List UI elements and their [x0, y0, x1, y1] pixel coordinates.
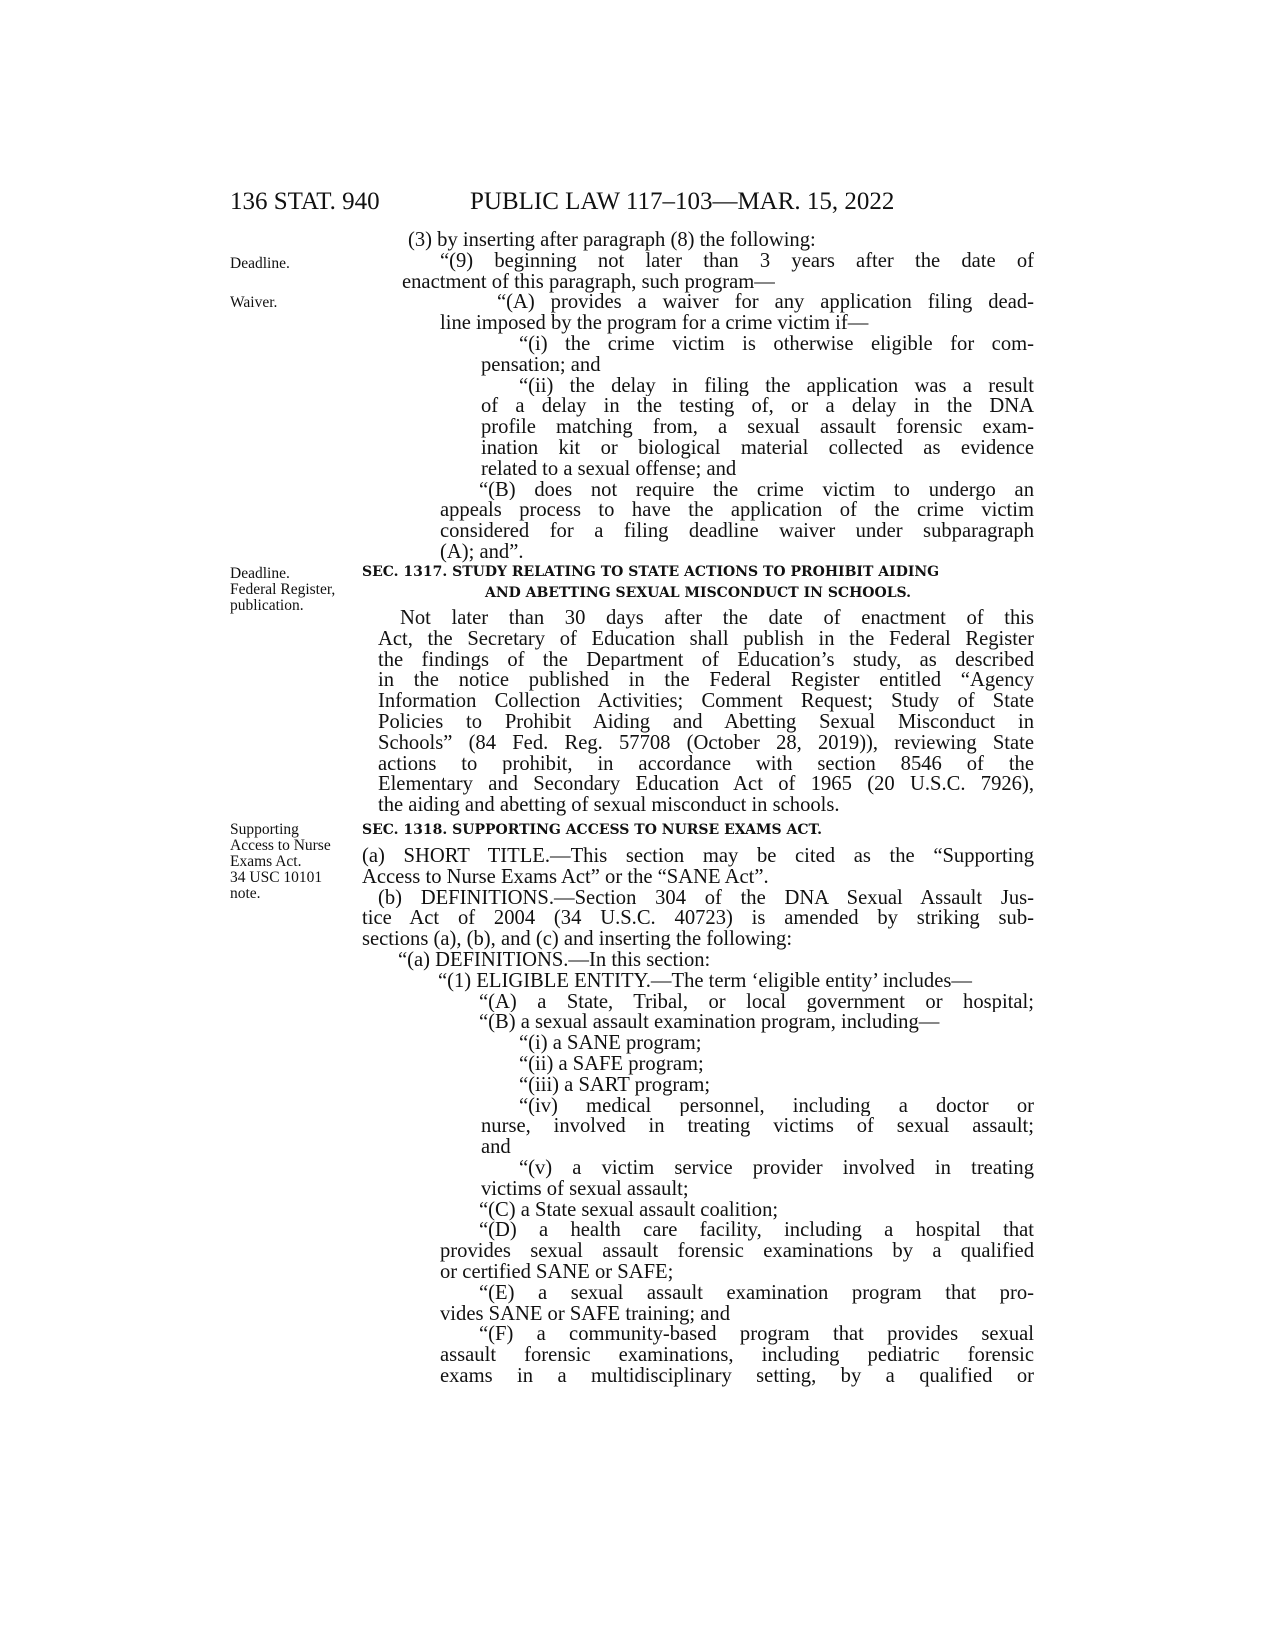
- text-line: Information Collection Activities; Comment Request; Study of State: [378, 691, 1034, 712]
- text-line: the findings of the Department of Education’s study, as described: [378, 649, 1034, 671]
- margin-note-line: note.: [230, 885, 261, 902]
- text-line: “(1) ELIGIBLE ENTITY.—The term ‘eligible entity’ includes—: [438, 969, 972, 992]
- section-heading-line: AND ABETTING SEXUAL MISCONDUCT IN SCHOOLS.: [484, 584, 912, 601]
- page-law-header: PUBLIC LAW 117–103—MAR. 15, 2022: [470, 188, 895, 215]
- section-heading-line: SEC. 1318. SUPPORTING ACCESS TO NURSE EXAMS ACT.: [362, 822, 822, 838]
- margin-note-sane-act: [230, 822, 370, 902]
- text-line: “(i) a SANE program;: [519, 1032, 702, 1055]
- text-line: in the notice published in the Federal Register entitled “Agency: [378, 670, 1034, 692]
- text-line: the aiding and abetting of sexual misconduct in schools.: [378, 794, 840, 817]
- text-line: “(v) a victim service provider involved in treating: [519, 1157, 1034, 1179]
- text-line: provides sexual assault forensic examinations by a qualified: [440, 1241, 1034, 1262]
- text-line: “(F) a community-based program that provides sexual: [479, 1324, 1034, 1346]
- text-line: Schools” (84 Fed. Reg. 57708 (October 28, 2019)), reviewing State: [378, 732, 1034, 754]
- text-line: “(ii) a SAFE program;: [519, 1052, 704, 1075]
- margin-note-deadline: Deadline.: [230, 255, 290, 272]
- text-line: (b) DEFINITIONS.—Section 304 of the DNA Sexual Assault Jus-: [378, 887, 1034, 909]
- text-line: line imposed by the program for a crime victim if—: [440, 312, 869, 335]
- text-line: “(ii) the delay in filing the application was a result: [519, 375, 1034, 397]
- text-line: “(A) a State, Tribal, or local government or hospital;: [479, 991, 1034, 1013]
- amendment-paragraph-9: [378, 230, 1034, 563]
- text-line: actions to prohibit, in accordance with section 8546 of the: [378, 753, 1034, 775]
- text-line: Elementary and Secondary Education Act of 1965 (20 U.S.C. 7926),: [378, 774, 1034, 796]
- text-line: Act, the Secretary of Education shall publish in the Federal Register: [378, 628, 1034, 650]
- text-line: victims of sexual assault;: [481, 1177, 689, 1200]
- text-line: Policies to Prohibit Aiding and Abetting Sexual Misconduct in: [378, 711, 1034, 733]
- margin-note-line: Access to Nurse: [230, 837, 331, 854]
- section-1318-body: [362, 846, 1034, 1387]
- margin-note-deadline-2: [230, 566, 370, 614]
- text-line: (A); and”.: [440, 540, 524, 563]
- section-heading-line: SEC. 1317. STUDY RELATING TO STATE ACTIONS TO PROHIBIT AIDING: [362, 564, 940, 580]
- text-line: or certified SANE or SAFE;: [440, 1260, 674, 1283]
- text-line: “(D) a health care facility, including a hospital that: [479, 1220, 1034, 1242]
- text-line: ination kit or biological material collected as evidence: [481, 437, 1034, 459]
- text-line: enactment of this paragraph, such program—: [402, 270, 775, 293]
- margin-note-line: 34 USC 10101: [230, 869, 323, 886]
- text-line: pensation; and: [481, 353, 601, 376]
- text-line: vides SANE or SAFE training; and: [440, 1302, 731, 1325]
- text-line: “(iv) medical personnel, including a doctor or: [519, 1095, 1034, 1117]
- text-line: of a delay in the testing of, or a delay in the DNA: [481, 396, 1034, 418]
- text-line: Access to Nurse Exams Act” or the “SANE Act”.: [362, 865, 769, 888]
- text-line: “(B) a sexual assault examination program, including—: [479, 1011, 940, 1034]
- text-line: (3) by inserting after paragraph (8) the following:: [408, 229, 816, 251]
- text-line: “(9) beginning not later than 3 years after the date of: [440, 250, 1034, 272]
- text-line: considered for a filing deadline waiver under subparagraph: [440, 521, 1034, 542]
- text-line: exams in a multidisciplinary setting, by a qualified or: [440, 1365, 1034, 1387]
- margin-note-line: Supporting: [230, 821, 299, 838]
- text-line: sections (a), (b), and (c) and inserting the following:: [362, 928, 793, 951]
- text-line: “(C) a State sexual assault coalition;: [479, 1198, 779, 1221]
- text-line: “(E) a sexual assault examination program that pro-: [479, 1282, 1034, 1304]
- margin-note-line: Exams Act.: [230, 853, 302, 870]
- text-line: “(a) DEFINITIONS.—In this section:: [398, 948, 711, 971]
- section-1317-body: [378, 608, 1034, 816]
- margin-note-waiver: Waiver.: [230, 294, 278, 311]
- text-line: (a) SHORT TITLE.—This section may be cited as the “Supporting: [362, 846, 1034, 867]
- margin-note-line: Deadline.: [230, 565, 290, 582]
- section-1317-heading: [362, 562, 1034, 604]
- text-line: and: [481, 1136, 511, 1159]
- text-line: “(i) the crime victim is otherwise eligible for com-: [519, 333, 1034, 355]
- text-line: assault forensic examinations, including pediatric forensic: [440, 1345, 1034, 1366]
- page-stat-number: 136 STAT. 940: [230, 188, 380, 215]
- text-line: “(A) provides a waiver for any application filing dead-: [497, 292, 1034, 314]
- text-line: “(iii) a SART program;: [519, 1073, 711, 1096]
- text-line: profile matching from, a sexual assault forensic exam-: [481, 417, 1034, 438]
- text-line: Not later than 30 days after the date of enactment of this: [400, 608, 1034, 629]
- margin-note-line: publication.: [230, 597, 304, 614]
- text-line: related to a sexual offense; and: [481, 457, 737, 480]
- text-line: tice Act of 2004 (34 U.S.C. 40723) is amended by striking sub-: [362, 908, 1034, 930]
- section-1318-heading: [362, 820, 1034, 841]
- text-line: appeals process to have the application of the crime victim: [440, 500, 1034, 522]
- text-line: nurse, involved in treating victims of sexual assault;: [481, 1116, 1034, 1138]
- margin-note-line: Federal Register,: [230, 581, 336, 598]
- text-line: “(B) does not require the crime victim to undergo an: [479, 479, 1034, 501]
